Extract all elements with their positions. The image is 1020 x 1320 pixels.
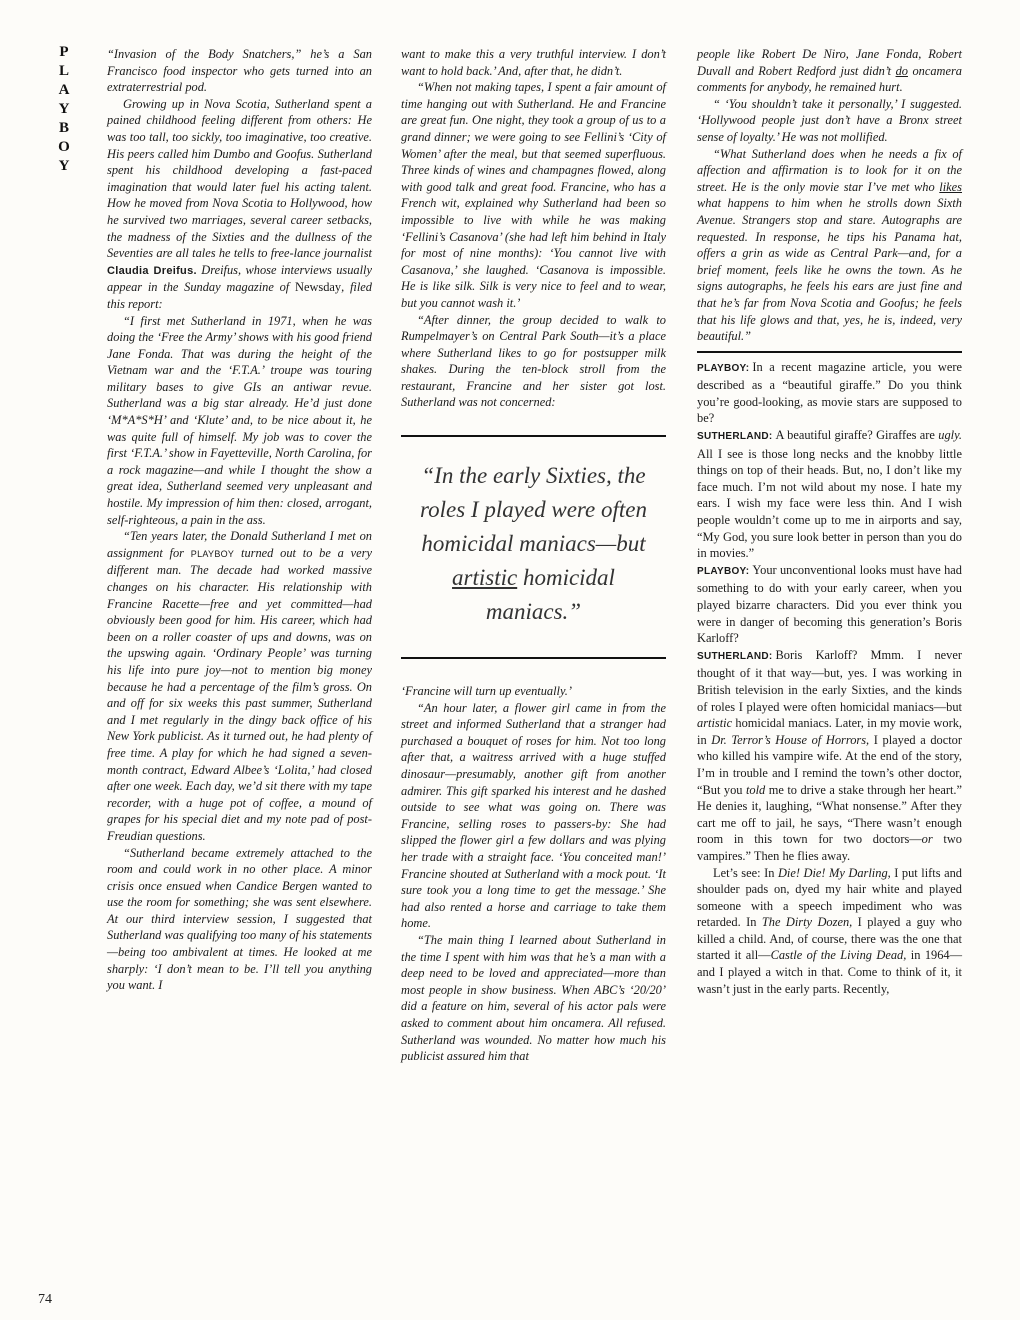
answer — [697, 647, 962, 865]
underlined-word: do — [895, 63, 908, 78]
paragraph: “I first met Sutherland in 1971, when he was doing the ‘Free the Army’ shows with his good friend Jane Fonda. That was during the height of the Vietnam war and the ‘F.T.A.’ troupe was touring military bases to give GIs an antiwar revue. Sutherland was a big star already. He’d just done ‘M*A*S*H’ and ‘Klute’ and, to be nice about it, he was quite full of himself. My job was to cover the first ‘F.T.A.’ show in Fayetteville, North Carolina, for a rock magazine—and while I thought the show a great idea, Sutherland seemed very unpleasant and hostile. My impression of him then: closed, arrogant, self-righteous, a pain in the ass. — [107, 313, 372, 527]
byline-text: Dreifus, whose interviews usually appear in the Sunday magazine of — [107, 262, 372, 295]
paragraph: “When not making tapes, I spent a fair amount of time hanging out with Sutherland. He and Francine are great fun. One night, they took a group of us to a grand dinner; we were going to see Fellini’s ‘City of Women’ after the meal, but that seemed superfluous. Three kinds of wines and champagnes flowed, along with good talk and great food. Francine, who has a French wit, explained why Sutherland had been so impossible to live with while he was making ‘Fellini’s Casanova’ (she had left him behind in Italy for most of nine months): ‘You cannot live with Casanova,’ she laughed. ‘Casanova is impossible. He is like silk. Silk is very nice to feel and to wear, but you cannot wash it.’ — [401, 80, 666, 310]
column-2 — [401, 46, 666, 1065]
paragraph-text: Growing up in Nova Scotia, Sutherland spent a pained childhood feeling different from others: He was too tall, too sickly, too imaginative, too creative. His peers called him Dumbo and Goofus. Sutherland spent his childhood developing a fast-paced imagination that would later fuel his acting talent. How he moved from Nova Scotia to Hollywood, how he survived two marriages, several career setbacks, the madness of the Sixties and the dullness of the Seventies are all tales he tells to free-lance journalist — [107, 96, 372, 261]
paragraph — [107, 528, 372, 844]
masthead-letter: Y — [58, 101, 70, 117]
speaker-label: PLAYBOY: — [697, 565, 750, 577]
paragraph: “The main thing I learned about Sutherland in the time I spent with him was that he’s a man with a deep need to be loved and appreciated—more than most people in show business. When ABC’s ‘20/20’ did a feature on him, several of his actor pals were asked to comment about him oncamera. All refused. Sutherland was wounded. No matter how much his publicist assured him that — [401, 932, 666, 1064]
answer-text: A beautiful giraffe? Giraffes are — [775, 428, 939, 443]
paragraph: “Sutherland became extremely attached to the room and could work in no other place. A minor crisis once ensued when Candice Bergen wanted to use the room for something; she was sent elsewhere. At our third interview session, I suggested that Sutherland was qualifying too many of his statements—being too ambivalent at times. He looked at me sharply: ‘I don’t mean to be. I’ll tell you anything you want. I — [107, 845, 372, 993]
answer-italic: artistic — [697, 716, 733, 731]
pull-quote — [401, 435, 666, 659]
answer-text: me to drive a stake through her heart.” He denies it, laughing, “What nonsense.” After they cart me off to jail, he says, “There wasn’t enough room in this town for two doctors— — [697, 782, 962, 847]
paragraph: “After dinner, the group decided to walk to Rumpelmayer’s on Central Park South—it’s a place where Sutherland likes to go for postsupper milk shakes. During the ten-block stroll from the restaurant, Francine and her sister got lost. Sutherland was not concerned: — [401, 312, 666, 410]
underlined-word: likes — [939, 179, 962, 194]
paragraph: ‘Francine will turn up eventually.’ — [401, 684, 573, 699]
section-divider — [697, 351, 962, 353]
answer-text: I played a doctor who killed his vampire wife. At the end of the story, I’m in trouble and I remind the town’s other doctor, “But you — [697, 732, 962, 797]
column-1 — [107, 46, 372, 994]
paragraph-text: turned out to be a very different man. The decade had worked massive changes on his character. His relationship with Francine Racette—free and yet committed—had obviously been good for him. His career, which had been on a roller coaster of ups and downs, was on the upswing again. ‘Ordinary People’ was turning his life into pure joy—not to mention big money because he had a percentage of the film’s gross. On and off for six weeks this past summer, Sutherland and I met regularly in the dingy back office of his New York publicist. As it turned out, he had plenty of free time. A play for which he had signed a seven-month contract, Edward Albee’s ‘Lolita,’ had closed after one week. Each day, we’d sit there with my tape recorder, with a huge pot of coffee, a mound of grapes for his special diet and my note pad of post-Freudian questions. — [107, 545, 372, 843]
newsday-title: Newsday — [295, 280, 342, 295]
masthead-letter: Y — [58, 158, 70, 174]
paragraph — [697, 46, 962, 96]
paragraph-text: “Ten years later, the Donald Sutherland I met on assignment for — [107, 529, 372, 560]
column-3 — [697, 46, 962, 997]
masthead-letter: O — [58, 139, 70, 155]
speaker-label: PLAYBOY: — [697, 362, 750, 374]
answer-text: I played a guy who killed a child. And, of course, there was the one that started it all— — [697, 915, 962, 963]
masthead-letter: A — [58, 82, 70, 98]
question-text: In a recent magazine article, you were described as a “beautiful giraffe.” Do you think you’re good-looking, as movie stars are supposed to be? — [697, 359, 962, 426]
answer-text: homicidal maniacs. Later, in my movie work, in — [697, 716, 962, 747]
intro-end — [697, 46, 962, 345]
paragraph: “An hour later, a flower girl came in from the street and informed Sutherland that a stranger had purchased a bouquet of roses for him. Not too long after that, a waitress arrived with a huge stuffed dinosaur—presumably, another gift from another admirer. This gift sparked his interest and he dashed outside to see what was going on. There was Francine, selling roses to passers-by: She had slipped the flower girl a few dollars and was plying her trade with a straight face. ‘You conceited man!’ Francine shouted at Sutherland with a mock pout. ‘It sure took you a long time to get the message.’ She had also rented a horse and carriage to take them home. — [401, 700, 666, 931]
answer-italic: Die! Die! My Darling, — [777, 865, 891, 880]
answer-italic: ugly. — [938, 428, 962, 443]
answer-italic: Dr. Terror’s House of Horrors, — [711, 732, 870, 747]
pull-quote-text: “In the early Sixties, the roles I played were often homicidal maniacs—but — [420, 463, 647, 557]
paragraph: “Invasion of the Body Snatchers,” he’s a San Francisco food inspector who gets turned into an extraterrestrial pod. — [107, 47, 372, 95]
answer-text: two vampires.” Then he flies away. — [697, 832, 963, 863]
answer-text: I put lifts and shoulder pads on, dyed my hair white and played someone with a speech impediment who was retarded. In — [697, 865, 962, 930]
pull-quote-text: homicidal maniacs.” — [485, 565, 615, 625]
answer-italic: told — [745, 782, 766, 797]
paragraph-text: people like Robert De Niro, Jane Fonda, Robert Duvall and Robert Redford just didn’t — [697, 47, 962, 78]
byline-name: Claudia Dreifus. — [107, 264, 197, 277]
answer-italic: or — [921, 832, 933, 847]
paragraph-text: what happens to him when he strolls down Sixth Avenue. Strangers stop and stare. Autographs are requested. In response, he tips his Panama hat, offers a grin as wide as Central Park—and, for a brief moment, feels like he owns the town. As he signs autographs, he feels his ears are just fine and that he’s far from Nova Scotia and Goofus; he feels that his life glows and that, yes, he is, indeed, very beautiful.” — [697, 196, 962, 344]
masthead-letter: L — [58, 63, 69, 79]
answer-italic: Castle of the Living Dead, — [770, 948, 907, 963]
paragraph — [697, 146, 962, 345]
answer-text: in 1964—and I played a witch in that. Come to think of it, it wasn’t just in the early parts. Recently, — [697, 948, 962, 996]
page-number: 74 — [38, 1292, 52, 1307]
answer — [697, 427, 962, 562]
paragraph-text: “What Sutherland does when he needs a fix of affection and affirmation is to look for it on the street. He is the only movie star I’ve met who — [697, 146, 962, 194]
question — [697, 562, 962, 647]
answer-text: Let’s see: In — [713, 865, 778, 880]
question-text: Your unconventional looks must have had something to do with your early career, when you played bizarre characters. Did you ever think you were in danger of becoming this generation’s Boris Karloff? — [697, 562, 962, 646]
answer-text: All I see is those long necks and the knobby little things on top of their heads. But, no, I don’t like my face much. I’m not wild about my nose. I hate my ears. I wish my face were less thin. And I wish people wouldn’t come up to me in airports and say, “My God, you sure look better in person than you do in movies.” — [697, 446, 962, 561]
playboy-inline: PLAYBOY — [190, 548, 235, 559]
masthead-letter: P — [59, 44, 69, 60]
answer-continued — [697, 865, 962, 998]
paragraph-text: oncamera comments for anybody, he remained hurt. — [697, 63, 962, 95]
question — [697, 359, 962, 427]
paragraph: “ ‘You shouldn’t take it personally,’ I suggested. ‘Hollywood people just don’t have a Bronx street sense of loyalty.’ He was not mollified. — [697, 96, 962, 144]
speaker-label: SUTHERLAND: — [697, 650, 773, 662]
answer-text: Boris Karloff? Mmm. I never thought of it that way—but, yes. I was working in British television in the early Sixties, and the kinds of roles I played were often homicidal maniacs—but — [697, 647, 962, 714]
speaker-label: SUTHERLAND: — [697, 431, 773, 443]
answer-italic: The Dirty Dozen, — [761, 915, 853, 930]
byline-end: , filed this report: — [107, 280, 372, 311]
interview-qa — [697, 359, 962, 998]
masthead-letter: B — [58, 120, 69, 136]
paragraph — [107, 96, 372, 313]
paragraph: want to make this a very truthful interview. I don’t want to hold back.’ And, after that, he didn’t. — [401, 47, 666, 78]
pull-quote-underlined: artistic — [452, 565, 518, 591]
masthead — [52, 44, 76, 175]
